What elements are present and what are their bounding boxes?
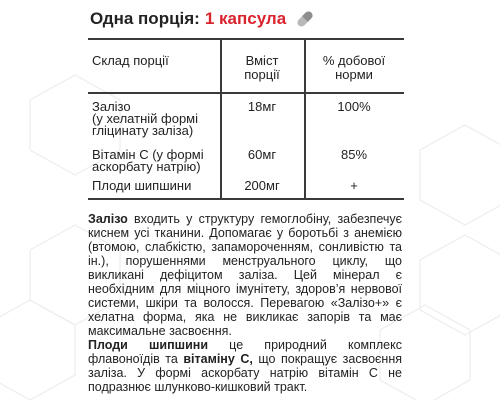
header-composition: Склад порції xyxy=(92,53,169,68)
row-iron-daily: 100% xyxy=(337,99,371,114)
iron-description: входить у структуру гемоглобіну, забезпечує киснем усі тканини. Допомагає у боротьбі з анемією (втомою, слабкістю, запамороченням, сонливістю та ін.), порушеннями менструального циклу, що викликані дефіцитом заліза. Цей мінерал є необхідним для міцного імунітету, здоров’я нервової системи, шкіри та волосся. Перевагою «Залізо+» є хелатна форма, яка не викликає запорів та має максимальне засвоєння. xyxy=(88,212,402,338)
table-header-divider xyxy=(88,92,404,94)
nutrition-table xyxy=(88,38,404,200)
vitamin-c-term: вітаміну С, xyxy=(183,352,253,366)
row-vitamin-c-name-line1: Вітамін С (у формі xyxy=(92,147,204,162)
rosehip-term: Плоди шипшини xyxy=(88,338,209,352)
row-iron-content: 18мг xyxy=(247,99,277,114)
row-rosehip-daily: + xyxy=(350,178,358,193)
iron-paragraph xyxy=(88,212,402,338)
row-iron-name-line3: гліцинату заліза) xyxy=(92,123,194,138)
serving-size xyxy=(90,8,316,30)
table-bottom-border xyxy=(88,198,404,200)
product-description xyxy=(88,212,402,394)
table-top-border xyxy=(88,38,404,40)
rosehip-description-part1: це природний комплекс флавоноїдів та xyxy=(88,338,402,366)
header-daily-line1: % добової xyxy=(322,53,386,68)
row-vitamin-c-daily: 85% xyxy=(340,147,368,162)
row-rosehip-content: 200мг xyxy=(244,178,280,193)
header-content-line1: Вміст xyxy=(245,53,279,68)
row-rosehip-name-line1: Плоди шипшини xyxy=(92,178,192,193)
iron-term: Залізо xyxy=(88,212,128,226)
serving-label: Одна порція: xyxy=(90,9,200,28)
rosehip-description-part2: що покращує засвоєння заліза. У формі аскорбату натрію вітамін С не подразнює шлунково-кишковий тракт. xyxy=(88,352,402,394)
capsule-icon xyxy=(294,8,316,30)
row-iron-name-line1: Залізо xyxy=(92,99,131,114)
row-iron-name-line2: (у хелатній формі xyxy=(92,111,198,126)
row-vitamin-c-content: 60мг xyxy=(247,147,277,162)
row-vitamin-c-name-line2: аскорбату натрію) xyxy=(92,159,201,174)
serving-amount: 1 капсула xyxy=(204,9,287,28)
header-content-line2: порції xyxy=(244,67,280,82)
header-daily-line2: норми xyxy=(335,67,373,82)
rosehip-paragraph xyxy=(88,338,402,394)
